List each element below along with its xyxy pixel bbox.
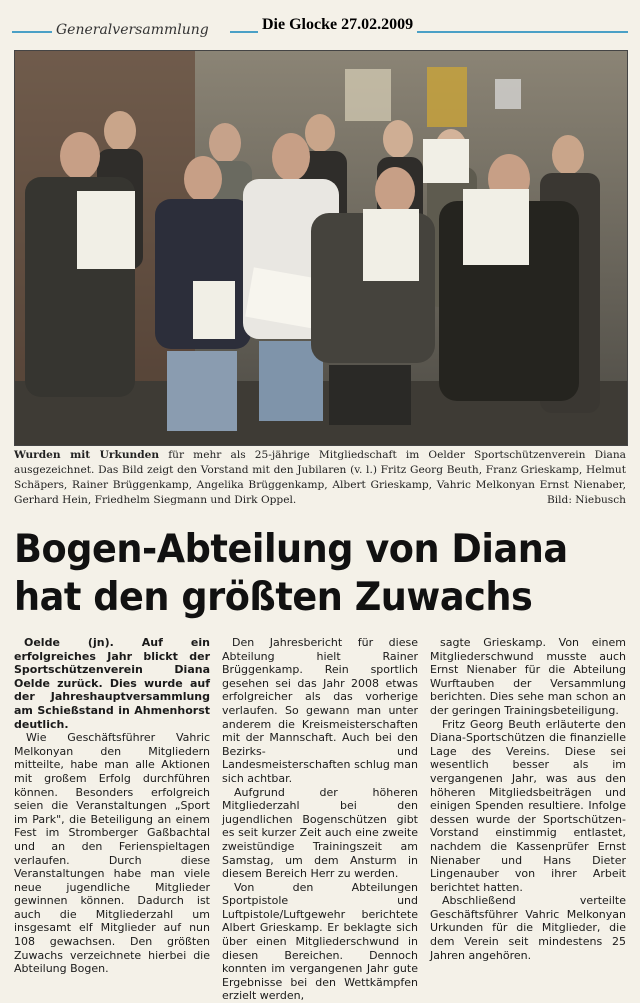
group-photo-icon	[15, 51, 627, 445]
headline-line-2: hat den größten Zuwachs	[14, 575, 533, 620]
article-paragraph: Aufgrund der höheren Mitgliederzahl bei den jugendlichen Bogenschützen gibt es seit kurzer Zeit auch eine zweite zweistündige Trainingszeit am Samstag, um dem Ansturm in diesem Bereich Herr zu werden.	[222, 785, 418, 881]
article-column-3	[430, 636, 626, 962]
page-header	[12, 16, 628, 42]
group-photo	[14, 50, 628, 446]
header-rule-left	[12, 31, 52, 33]
article-paragraph: Von den Abteilungen Sportpistole und Luftpistole/Luftgewehr berichtete Albert Grieskamp. Er beklagte sich über einen Mitgliederschwund in diesen Bereichen. Dennoch konnten im vergangenen Jahr gute Ergebnisse bei den Wettkämpfen erzielt werden,	[222, 880, 418, 1003]
caption-lead: Wurden mit Urkunden	[14, 449, 160, 461]
article-paragraph: sagte Grieskamp. Von einem Mitgliederschwund musste auch Ernst Nienaber für die Abteilung Wurftauben der Versammlung berichten. Dies sehe man schon an der geringen Trainingsbeteiligung.	[430, 636, 626, 717]
article-paragraph: Den Jahresbericht für diese Abteilung hielt Rainer Brüggenkamp. Rein sportlich gesehen sei das Jahr 2008 etwas erfolgreicher als das vorherige verlaufen. So gewann man unter anderem die Kreismeisterschaften mit der Mannschaft. Auch bei den Bezirks- und Landesmeisterschaften schlug man sich achtbar.	[222, 636, 418, 785]
article-headline	[14, 526, 589, 622]
article-paragraph: Fritz Georg Beuth erläuterte den Diana-Sportschützen die finanzielle Lage des Vereins. Diese sei wesentlich besser als im vergangenen Jahr, was aus den höheren Mitgliedsbeiträgen und einigen Spenden resultiere. Infolge dessen wurde der Sportschützen-Vorstand einstimmig entlastet, nachdem die Kassenprüfer Ernst Nienaber und Hans Dieter Lingenauber von ihrer Arbeit berichtet hatten.	[430, 717, 626, 894]
headline-line-1: Bogen-Abteilung von Diana	[14, 527, 568, 572]
caption-text: für mehr als 25-jährige Mitgliedschaft im Oelder Sportschützenverein Diana ausgezeichnet. Das Bild zeigt den Vorstand mit den Jubilaren (v. l.) Fritz Georg Beuth, Franz Grieskamp, Helmut Schäpers, Rainer Brüggenkamp, Angelika Brüggenkamp, Albert Grieskamp, Vahric Melkonyan Ernst Nienaber, Gerhard Hein, Friedhelm Siegmann und Dirk Oppel.	[14, 449, 626, 506]
article-body	[14, 636, 626, 1003]
article-column-1	[14, 636, 210, 976]
section-label: Generalversammlung	[56, 22, 213, 38]
article-intro: Oelde (jn). Auf ein erfolgreiches Jahr blickt der Sportschützenverein Diana Oelde zurück. Dies wurde auf der Jahreshauptversammlung am Schießstand in Ahmenhorst deutlich.	[14, 636, 210, 731]
photo-credit: Bild: Niebusch	[546, 494, 626, 506]
article-paragraph: Wie Geschäftsführer Vahric Melkonyan den Mitgliedern mitteilte, habe man alle Aktionen mit großem Erfolg durchführen können. Besonders erfolgreich seien die Veranstaltungen „Sport im Park", die Beteiligung an einem Fest im Stromberger Gaßbachtal und an den Ferienspieltagen verlaufen. Durch diese Veranstaltungen habe man viele neue jugendliche Mitglieder gewinnen können. Dadurch ist auch die Mitgliederzahl um insgesamt elf Mitglieder auf nun 108 gewachsen. Den größten Zuwachs verzeichnete hierbei die Abteilung Bogen.	[14, 731, 210, 976]
photo-caption	[14, 448, 626, 508]
article-paragraph: Abschließend verteilte Geschäftsführer Vahric Melkonyan Urkunden für die Mitglieder, die dem Verein seit mindestens 25 Jahren angehören.	[430, 894, 626, 962]
newspaper-source: Die Glocke 27.02.2009	[258, 16, 417, 34]
article-column-2	[222, 636, 418, 1003]
